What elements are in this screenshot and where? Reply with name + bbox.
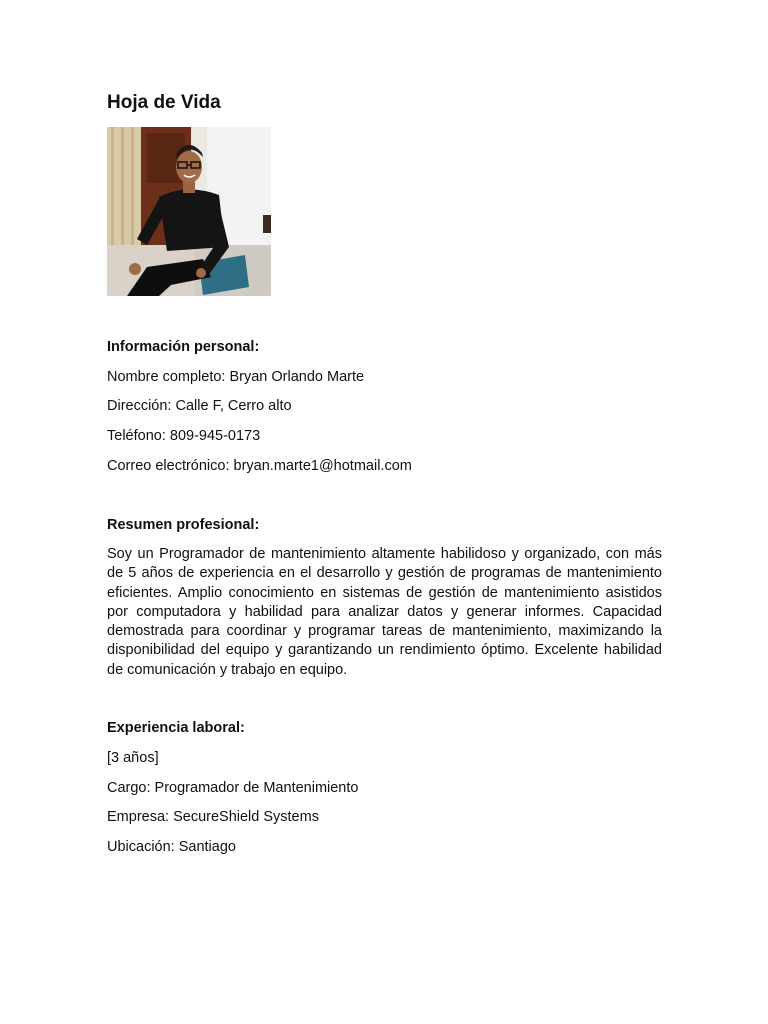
document-title: Hoja de Vida [107, 92, 221, 113]
profile-photo [107, 127, 271, 296]
email-line: Correo electrónico: bryan.marte1@hotmail.com [107, 458, 412, 474]
experience-heading: Experiencia laboral: [107, 720, 245, 736]
position-line: Cargo: Programador de Mantenimiento [107, 780, 359, 796]
company-line: Empresa: SecureShield Systems [107, 809, 319, 825]
address-line: Dirección: Calle F, Cerro alto [107, 398, 292, 414]
full-name-line: Nombre completo: Bryan Orlando Marte [107, 369, 365, 385]
phone-line: Teléfono: 809-945-0173 [107, 428, 261, 444]
location-line: Ubicación: Santiago [107, 839, 236, 855]
summary-heading: Resumen profesional: [107, 517, 260, 533]
summary-paragraph: Soy un Programador de mantenimiento altamente habilidoso y organizado, con más de 5 años de experiencia en el desarrollo y gestión de programas de mantenimiento eficientes. Amplio conocimiento en sistemas de gestión de mantenimiento asistidos por computadora y habilidad para analizar datos y generar informes. Capacidad demostrada para coordinar y programar tareas de mantenimiento, maximizando la disponibilidad del equipo y garantizando un rendimiento óptimo. Excelente habilidad de comunicación y trabajo en equipo. [107, 546, 662, 678]
personal-info-heading: Información personal: [107, 339, 260, 355]
experience-duration: [3 años] [107, 750, 159, 766]
